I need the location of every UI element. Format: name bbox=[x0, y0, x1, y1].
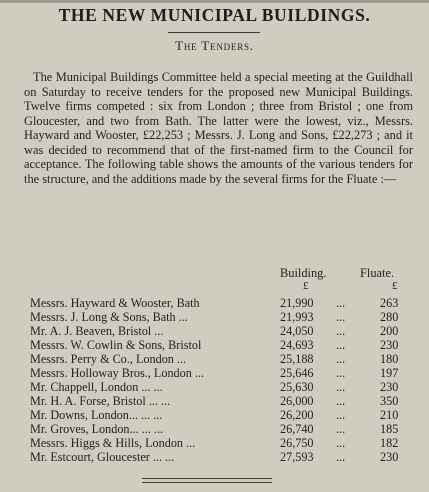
table-row bbox=[0, 422, 429, 436]
table-row bbox=[0, 338, 429, 352]
tender-building: 26,200 bbox=[280, 408, 314, 422]
tender-fluate: 230 bbox=[380, 380, 399, 394]
table-row bbox=[0, 310, 429, 324]
tender-building: 27,593 bbox=[280, 450, 314, 464]
leader-dots: ... bbox=[336, 436, 346, 450]
table-row bbox=[0, 366, 429, 380]
table-header bbox=[0, 266, 429, 296]
table-row bbox=[0, 450, 429, 464]
tender-fluate: 230 bbox=[380, 450, 399, 464]
tender-building: 26,750 bbox=[280, 436, 314, 450]
tender-name: Mr. H. A. Forse, Bristol ... ... bbox=[30, 394, 171, 408]
table-row bbox=[0, 380, 429, 394]
article-paragraph: The Municipal Buildings Committee held a special meeting at the Guildhall on Saturday to receive tenders for the proposed new Municipal Buildings. Twelve firms competed : six from London ; three from Bristol ; one from Gloucester, and two from Bath. The latter were the lowest, viz., Messrs. Hayward and Wooster, £22,253 ; Messrs. J. Long and Sons, £22,273 ; and it was decided to recommend that of the first-named firm to the Council for acceptance. The following table shows the amounts of the various tenders for the structure, and the additions made by the several firms for the Fluate :— bbox=[24, 70, 413, 186]
tender-building: 25,630 bbox=[280, 380, 314, 394]
leader-dots: ... bbox=[336, 296, 346, 310]
tender-fluate: 280 bbox=[380, 310, 399, 324]
tender-building: 26,000 bbox=[280, 394, 314, 408]
tender-fluate: 350 bbox=[380, 394, 399, 408]
table-row bbox=[0, 296, 429, 310]
tender-name: Messrs. Holloway Bros., London ... bbox=[30, 366, 205, 380]
tender-name: Mr. Groves, London... ... ... bbox=[30, 422, 164, 436]
tender-fluate: 210 bbox=[380, 408, 399, 422]
tenders-table bbox=[0, 296, 429, 464]
table-row bbox=[0, 352, 429, 366]
header-building: Building. bbox=[280, 266, 327, 280]
table-row bbox=[0, 324, 429, 338]
leader-dots: ... bbox=[336, 338, 346, 352]
header-building-currency: £ bbox=[303, 280, 309, 292]
tender-name: Mr. Estcourt, Gloucester ... ... bbox=[30, 450, 175, 464]
tender-building: 25,188 bbox=[280, 352, 314, 366]
tender-fluate: 182 bbox=[380, 436, 399, 450]
leader-dots: ... bbox=[336, 366, 346, 380]
leader-dots: ... bbox=[336, 450, 346, 464]
table-row bbox=[0, 408, 429, 422]
header-fluate-currency: £ bbox=[392, 280, 398, 292]
tender-name: Mr. Chappell, London ... ... bbox=[30, 380, 163, 394]
leader-dots: ... bbox=[336, 380, 346, 394]
tender-name: Messrs. Perry & Co., London ... bbox=[30, 352, 187, 366]
leader-dots: ... bbox=[336, 394, 346, 408]
tender-name: Mr. Downs, London... ... ... bbox=[30, 408, 163, 422]
tender-building: 24,693 bbox=[280, 338, 314, 352]
tender-name: Messrs. Hayward & Wooster, Bath bbox=[30, 296, 200, 310]
header-fluate: Fluate. bbox=[360, 266, 395, 280]
leader-dots: ... bbox=[336, 408, 346, 422]
tender-name: Messrs. Higgs & Hills, London ... bbox=[30, 436, 196, 450]
tender-name: Messrs. J. Long & Sons, Bath ... bbox=[30, 310, 188, 324]
top-rule bbox=[0, 0, 429, 3]
tender-fluate: 263 bbox=[380, 296, 399, 310]
tender-fluate: 200 bbox=[380, 324, 399, 338]
tender-building: 21,990 bbox=[280, 296, 314, 310]
tender-building: 26,740 bbox=[280, 422, 314, 436]
tender-fluate: 197 bbox=[380, 366, 399, 380]
leader-dots: ... bbox=[336, 352, 346, 366]
bottom-double-rule bbox=[142, 478, 272, 483]
table-row bbox=[0, 436, 429, 450]
headline-divider bbox=[168, 32, 260, 33]
tender-fluate: 185 bbox=[380, 422, 399, 436]
tender-building: 24,050 bbox=[280, 324, 314, 338]
leader-dots: ... bbox=[336, 422, 346, 436]
subhead: The Tenders. bbox=[175, 38, 254, 53]
tender-building: 25,646 bbox=[280, 366, 314, 380]
tender-name: Messrs. W. Cowlin & Sons, Bristol bbox=[30, 338, 202, 352]
leader-dots: ... bbox=[336, 324, 346, 338]
headline: THE NEW MUNICIPAL BUILDINGS. bbox=[58, 5, 371, 25]
leader-dots: ... bbox=[336, 310, 346, 324]
tender-building: 21,993 bbox=[280, 310, 314, 324]
table-row bbox=[0, 394, 429, 408]
tender-fluate: 230 bbox=[380, 338, 399, 352]
tender-name: Mr. A. J. Beaven, Bristol ... bbox=[30, 324, 164, 338]
tender-fluate: 180 bbox=[380, 352, 399, 366]
